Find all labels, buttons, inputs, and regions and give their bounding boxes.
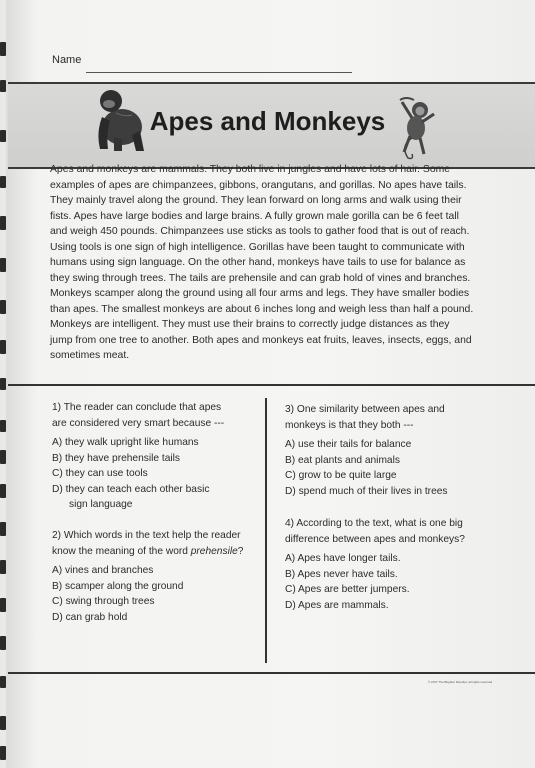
answer-option[interactable]: A) Apes have longer tails. <box>285 553 401 564</box>
question-text: difference between apes and monkeys? <box>285 533 465 545</box>
answer-option[interactable]: D) spend much of their lives in trees <box>285 485 448 497</box>
passage-line: Monkeys scamper along the ground using all four arms and legs. They have smaller bodies <box>50 288 470 299</box>
answer-option[interactable]: D) they can teach each other basic <box>52 483 210 495</box>
answer-option[interactable]: D) Apes are mammals. <box>285 599 389 611</box>
passage-line: and weigh 450 pounds. Chimpanzees use sticks as tools to gather food that is out of reach. <box>50 226 470 237</box>
reading-passage <box>50 162 490 364</box>
answer-option[interactable]: C) Apes are better jumpers. <box>285 584 410 595</box>
answer-option[interactable]: C) they can use tools <box>52 468 148 479</box>
passage-line: than apes. The smallest monkeys are about 6 inches long and weigh less than half a pound. <box>50 303 474 315</box>
section-divider <box>8 384 535 386</box>
question-text: 1) The reader can conclude that apes <box>52 402 222 413</box>
passage-line: examples of apes are chimpanzees, gibbons, orangutans, and gorillas. No apes have tails. <box>50 179 467 191</box>
answer-option[interactable]: A) vines and branches <box>52 565 154 576</box>
passage-line: Apes and monkeys are mammals. They both live in jungles and have lots of hair. Some <box>50 164 451 175</box>
passage-line: Monkeys are intelligent. They must use their brains to correctly judge distances as they <box>50 319 450 330</box>
question-2 <box>52 528 243 625</box>
question-1 <box>52 400 224 513</box>
passage-line: sometimes meat. <box>50 350 130 361</box>
copyright-footer: © 2017 The Brighter Rewriter, all rights reserved <box>428 680 493 684</box>
answer-option-continued: sign language <box>69 499 133 510</box>
answer-option[interactable]: A) use their tails for balance <box>285 439 412 450</box>
question-text: are considered very smart because --- <box>52 417 225 429</box>
answer-option[interactable]: A) they walk upright like humans <box>52 437 199 448</box>
answer-option[interactable]: B) eat plants and animals <box>285 454 400 466</box>
passage-line: Using tools is one sign of high intelligence. Gorillas have been taught to communicate with <box>50 241 465 253</box>
column-divider <box>265 398 267 663</box>
passage-line: they swing through trees. The tails are prehensile and can grab hold of vines and branches. <box>50 272 471 284</box>
worksheet-title: Apes and Monkeys <box>149 106 386 136</box>
answer-option[interactable]: B) they have prehensile tails <box>52 452 180 464</box>
passage-line: fists. Apes have large bodies and large brains. A fully grown male gorilla can be 6 feet tall <box>50 210 459 222</box>
question-4 <box>285 516 465 613</box>
answer-option[interactable]: C) swing through trees <box>52 596 155 607</box>
name-field[interactable] <box>86 72 352 73</box>
passage-line: humans using sign language. On the other hand, monkeys have tails to use for balance as <box>50 257 466 268</box>
monkey-illustration <box>392 96 440 160</box>
question-3 <box>285 402 448 499</box>
question-text-part: know the meaning of the word <box>52 545 191 557</box>
answer-option[interactable]: C) grow to be quite large <box>285 470 397 481</box>
italic-term: prehensile <box>190 545 238 557</box>
question-text: 3) One similarity between apes and <box>285 404 445 415</box>
question-text-part: ? <box>237 545 244 557</box>
question-text: monkeys is that they both --- <box>285 419 414 431</box>
answer-option[interactable]: B) Apes never have tails. <box>285 568 398 580</box>
passage-line: jump from one tree to another. Both apes and monkeys eat fruits, leaves, insects, eggs, and <box>50 334 472 346</box>
question-text: 2) Which words in the text help the reader <box>52 530 241 541</box>
name-label: Name <box>52 54 82 66</box>
question-text: 4) According to the text, what is one big <box>285 518 463 529</box>
answer-option[interactable]: B) scamper along the ground <box>52 580 184 592</box>
answer-option[interactable]: D) can grab hold <box>52 611 128 623</box>
bottom-rule <box>8 672 535 674</box>
question-text <box>52 544 243 560</box>
passage-line: They mainly travel along the ground. They lean forward on long arms and walk using their <box>50 195 462 206</box>
